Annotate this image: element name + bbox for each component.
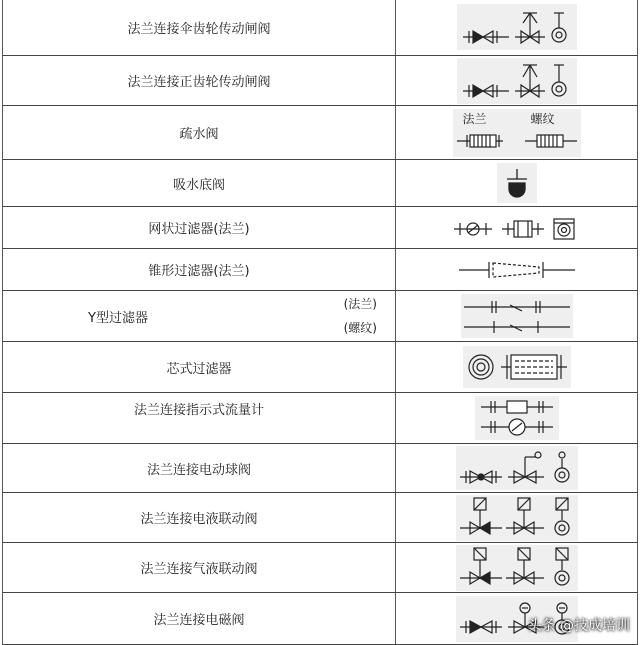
thread-label: 螺纹 <box>530 111 555 126</box>
row-name: 法兰连接正齿轮传动闸阀 <box>127 75 271 90</box>
electric-ball-valve-icon <box>458 447 576 489</box>
thread-note: (螺纹) <box>343 321 377 335</box>
y-strainer-icon <box>462 295 572 337</box>
spur-gear-gate-valve-icon <box>459 59 575 103</box>
table-row <box>3 444 637 493</box>
electro-hydraulic-valve-icon <box>458 496 576 540</box>
row-name: 吸水底阀 <box>172 177 225 193</box>
row-name: 法兰连接电动球阀 <box>146 462 251 478</box>
row-name: 芯式过滤器 <box>166 361 232 377</box>
pneumatic-hydraulic-valve-icon <box>458 546 576 590</box>
bevel-gear-gate-valve-icon <box>459 5 575 49</box>
flange-note: (法兰) <box>343 297 377 311</box>
table-row <box>3 543 637 593</box>
table-row <box>3 493 637 543</box>
row-name: 法兰连接电液联动阀 <box>140 512 258 527</box>
row-name: Y型过滤器 <box>88 310 148 326</box>
row-name: 网状过滤器(法兰) <box>148 222 250 237</box>
table-row <box>3 249 637 291</box>
conical-strainer-icon <box>457 258 577 282</box>
table-row <box>3 106 637 160</box>
table-row <box>3 207 637 249</box>
foot-valve-icon <box>499 165 535 201</box>
flange-label: 法兰 <box>462 111 487 126</box>
table-row <box>3 56 637 106</box>
flowmeter-icon <box>477 397 557 439</box>
row-name: 疏水阀 <box>179 127 219 142</box>
table-row <box>3 160 637 207</box>
cartridge-filter-icon <box>465 347 569 387</box>
row-name: 法兰连接伞齿轮传动闸阀 <box>127 21 271 37</box>
row-name: 法兰连接气液联动阀 <box>140 562 258 577</box>
row-name: 法兰连接指示式流量计 <box>133 403 264 418</box>
watermark: 头条 @技成培训 <box>527 618 630 634</box>
steam-trap-icon <box>453 109 581 157</box>
row-name: 锥形过滤器(法兰) <box>148 264 250 279</box>
table-row <box>3 393 637 444</box>
table-row <box>3 0 637 56</box>
valve-symbol-table <box>2 0 638 645</box>
table-row <box>3 291 637 342</box>
row-name: 法兰连接电磁阀 <box>153 613 245 628</box>
table-row <box>3 342 637 393</box>
mesh-strainer-icon <box>452 213 582 243</box>
